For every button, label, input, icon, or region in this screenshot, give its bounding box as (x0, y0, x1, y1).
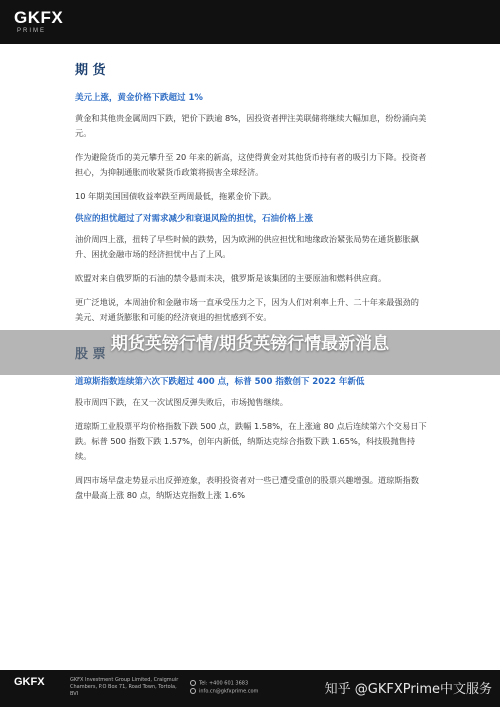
paragraph: 黄金和其他贵金属周四下跌，钯价下跌逾 8%，因投资者押注美联储将继续大幅加息，纷纷涌向美元。 (75, 113, 427, 138)
overlay-title: 期货英镑行情/期货英镑行情最新消息 (110, 334, 390, 354)
footer-address: GKFX Investment Group Limited, Craigmuir Chambers, P.O Box 71, Road Town, Tortola, BVI (70, 677, 179, 697)
brand-logo: GKFX (14, 8, 64, 27)
phone-icon (190, 680, 196, 686)
paragraph: 股市周四下跌，在又一次试图反弹失败后，市场抛售继续。 (75, 397, 288, 407)
paragraph: 周四市场早盘走势显示出反弹迹象，表明投资者对一些已遭受重创的股票兴趣增强。道琼斯指数盘中最高上涨 80 点，纳斯达克指数上涨 1.6% (75, 475, 419, 500)
page-header (0, 0, 500, 44)
paragraph: 油价周四上涨，扭转了早些时候的跌势，因为欧洲的供应担忧和地缘政治紧张局势在通货膨胀飙升、困扰金融市场的经济担忧中占了上风。 (75, 234, 419, 259)
paragraph: 更广泛地说，本周油价和金融市场一直承受压力之下，因为人们对利率上升、二十年来最强劲的美元、对通货膨胀和可能的经济衰退的担忧感到不安。 (75, 297, 419, 322)
futures-section-title: 期 货 (75, 63, 106, 78)
footer-phone: Tel: +400 601 3683 (199, 680, 249, 687)
stocks-subheading-dow: 道琼斯指数连续第六次下跌超过 400 点，标普 500 指数创下 2022 年新低 (75, 377, 365, 387)
footer-email: info.cn@gkfxprime.com (199, 688, 259, 694)
paragraph: 道琼斯工业股票平均价格指数下跌 500 点，跌幅 1.58%，在上涨逾 80 点后连续第六个交易日下跌。标普 500 指数下跌 1.57%，创年内新低，纳斯达克综合指数下跌 1.65%，科技股抛售持续。 (75, 421, 427, 461)
paragraph: 欧盟对来自俄罗斯的石油的禁令悬而未决，俄罗斯是该集团的主要原油和燃料供应商。 (75, 273, 387, 283)
paragraph: 10 年期美国国债收益率跌至两周最低，拖累金价下跌。 (75, 191, 277, 201)
email-icon (190, 688, 196, 694)
brand-logo-sub: PRIME (17, 28, 47, 34)
zhihu-watermark: 知乎 @GKFXPrime中文服务 (324, 682, 492, 697)
footer-contact (190, 680, 258, 695)
footer-logo: GKFX (14, 676, 45, 688)
futures-subheading-gold: 美元上涨，黄金价格下跌超过 1% (75, 93, 203, 103)
futures-subheading-oil: 供应的担忧超过了对需求减少和衰退风险的担忧，石油价格上涨 (75, 214, 314, 224)
paragraph: 作为避险货币的美元攀升至 20 年来的新高，这使得黄金对其他货币持有者的吸引力下降。投资者担心，为抑制通胀而收紧货币政策将损害全球经济。 (75, 152, 427, 177)
document-content (75, 62, 427, 512)
